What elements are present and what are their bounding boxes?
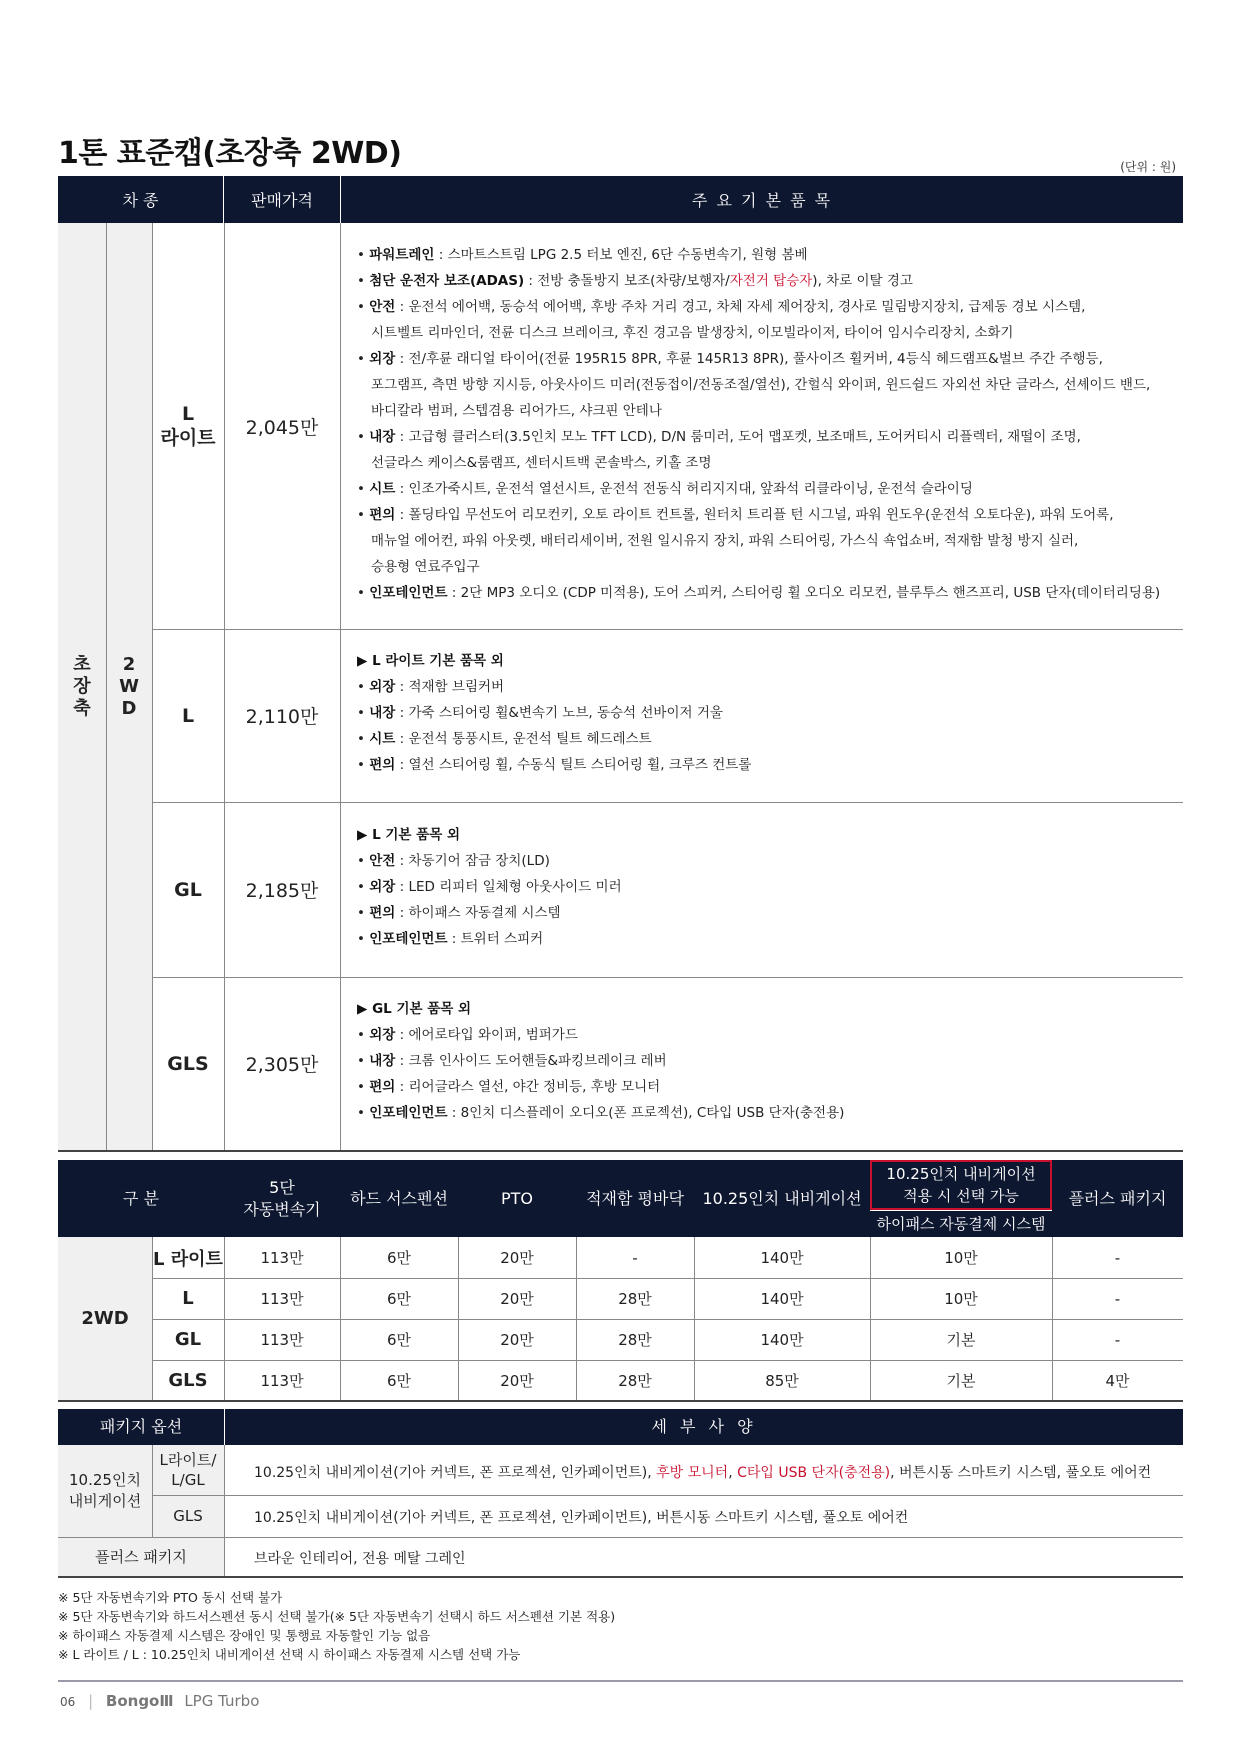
feature-item: • 인포테인먼트 : 2단 MP3 오디오 (CDP 미적용), 도어 스피커, 스티어링 휠 오디오 리모컨, 블루투스 핸즈프리, USB 단자(데이터리딩용): [357, 585, 1161, 601]
highlight-text: C타입 USB 단자(충전용): [737, 1465, 891, 1481]
feature-continuation: 매뉴얼 에어컨, 파워 아웃렛, 배터리세이버, 전원 일시유지 장치, 파워 스티어링, 가스식 쇽업쇼버, 적재함 발청 방지 실러,: [371, 533, 1079, 549]
option-header-hipass: 하이패스 자동결제 시스템: [870, 1210, 1052, 1237]
feature-item: • 내장 : 크롬 인사이드 도어핸들&파킹브레이크 레버: [357, 1053, 667, 1069]
header-price: 판매가격: [224, 176, 340, 223]
drive-label: 2 W D: [119, 653, 139, 719]
footer-rule: [58, 1680, 1183, 1682]
header-model: 차 종: [58, 176, 223, 223]
base-trim-note: ▶ GL 기본 품목 외: [357, 1001, 472, 1017]
feature-item: • 시트 : 인조가죽시트, 운전석 열선시트, 운전석 전동식 허리지지대, 앞좌석 리클라이닝, 운전석 슬라이딩: [357, 481, 973, 497]
option-row-trim: GL: [174, 1329, 202, 1350]
option-header-hard-suspension: 하드 서스펜션: [340, 1160, 458, 1237]
features-l-lite: [357, 242, 1160, 606]
group-label: 초 장 축: [73, 653, 91, 719]
divider: [58, 1150, 1183, 1152]
option-header-pto: PTO: [458, 1160, 576, 1237]
option-cell: 6만: [386, 1249, 412, 1267]
features-gl: [357, 822, 622, 952]
option-header-category: 구 분: [58, 1160, 224, 1237]
feature-item: • 안전 : 운전석 에어백, 동승석 에어백, 후방 주차 거리 경고, 차체 자세 제어장치, 경사로 밀림방지장치, 급제동 경보 시스템,: [357, 299, 1086, 315]
feature-item: • 안전 : 차동기어 잠금 장치(LD): [357, 853, 550, 869]
trim-price-gls: 2,305만: [245, 1054, 319, 1076]
note-line: ※ 하이패스 자동결제 시스템은 장애인 및 통행료 자동할인 기능 없음: [58, 1628, 431, 1643]
option-header-auto-trans: 5단 자동변속기: [224, 1160, 340, 1237]
header-features: 주 요 기 본 품 목: [341, 176, 1183, 223]
feature-continuation: 승용형 연료주입구: [371, 559, 480, 575]
option-cell: 기본: [946, 1371, 976, 1390]
option-cell: -: [1114, 1289, 1121, 1308]
package-nav-label: 10.25인치 내비게이션: [68, 1471, 142, 1510]
feature-item: • 인포테인먼트 : 8인치 디스플레이 오디오(폰 프로젝션), C타입 USB 단자(충전용): [357, 1105, 845, 1121]
trim-name-gl: GL: [174, 878, 202, 901]
note-line: ※ L 라이트 / L : 10.25인치 내비게이션 선택 시 하이패스 자동결제 시스템 선택 가능: [58, 1647, 521, 1662]
features-gls: [357, 996, 844, 1126]
divider: [870, 1210, 1052, 1211]
trim-name-l: L: [181, 704, 195, 727]
option-cell: 85만: [765, 1371, 799, 1390]
option-row-trim: L 라이트: [153, 1248, 223, 1270]
option-header-navigation: 10.25인치 내비게이션: [694, 1160, 870, 1237]
option-header-flat-floor: 적재함 평바닥: [576, 1160, 694, 1237]
divider: [58, 1400, 1183, 1402]
package-row-trim: GLS: [173, 1507, 203, 1525]
feature-item: • 파워트레인 : 스마트스트림 LPG 2.5 터보 엔진, 6단 수동변속기, 원형 봄베: [357, 247, 808, 263]
feature-item: • 첨단 운전자 보조(ADAS) : 전방 충돌방지 보조(차량/보행자/자전거 탑승자), 차로 이탈 경고: [357, 273, 913, 289]
option-cell: 20만: [500, 1371, 534, 1390]
option-cell: 20만: [500, 1249, 534, 1267]
option-cell: -: [632, 1248, 638, 1267]
option-cell: -: [1114, 1330, 1121, 1349]
divider: [340, 223, 341, 1150]
divider: [152, 1445, 153, 1537]
option-cell: 140만: [760, 1331, 804, 1349]
feature-continuation: 선글라스 케이스&룸램프, 센터시트백 콘솔박스, 키홀 조명: [371, 455, 712, 471]
feature-item: • 내장 : 가죽 스티어링 휠&변속기 노브, 동승석 선바이저 거울: [357, 705, 723, 721]
package-detail-nav-gls: 10.25인치 내비게이션(기아 커넥트, 폰 프로젝션, 인카페이먼트), 버튼시동 스마트키 시스템, 풀오토 에어컨: [254, 1510, 909, 1526]
option-cell: 140만: [760, 1290, 804, 1308]
trim-price-l-lite: 2,045만: [245, 416, 319, 439]
page-number: 06: [60, 1695, 76, 1709]
trim-name-l-lite: L 라이트: [160, 403, 216, 449]
highlight-text: 자전거 탑승자: [729, 273, 813, 289]
feature-item: • 시트 : 운전석 통풍시트, 운전석 틸트 헤드레스트: [357, 731, 652, 747]
option-row-trim: L: [182, 1288, 194, 1309]
model-name: LPG Turbo: [184, 1692, 260, 1710]
option-header-plus-package: 플러스 패키지: [1052, 1160, 1183, 1237]
divider: [58, 1576, 1183, 1578]
feature-item: • 편의 : 폴딩타입 무선도어 리모컨키, 오토 라이트 컨트롤, 원터치 트리플 턴 시그널, 파워 윈도우(운전석 오토다운), 파워 도어록,: [357, 507, 1114, 523]
highlight-text: 후방 모니터: [656, 1465, 729, 1481]
highlight-box: [870, 1160, 1052, 1210]
trim-price-l: 2,110만: [245, 706, 319, 728]
option-cell: 10만: [944, 1290, 978, 1308]
option-cell: -: [1114, 1248, 1121, 1267]
feature-continuation: 바디칼라 범퍼, 스텝겸용 리어가드, 샤크핀 안테나: [371, 403, 662, 419]
option-cell: 10만: [944, 1249, 978, 1267]
feature-item: • 외장 : 에어로타입 와이퍼, 범퍼가드: [357, 1027, 578, 1043]
option-cell: 113만: [260, 1249, 304, 1267]
note-line: ※ 5단 자동변속기와 하드서스펜션 동시 선택 불가(※ 5단 자동변속기 선택시 하드 서스펜션 기본 적용): [58, 1609, 616, 1624]
option-cell: 6만: [386, 1290, 412, 1308]
option-cell: 113만: [260, 1290, 304, 1308]
package-plus-label: 플러스 패키지: [95, 1548, 187, 1566]
option-cell: 4만: [1105, 1371, 1130, 1390]
package-header-option: 패키지 옵션: [58, 1409, 224, 1445]
page-title: 1톤 표준캡(초장축 2WD): [58, 136, 402, 171]
trim-price-gl: 2,185만: [245, 880, 319, 902]
features-l: [357, 648, 751, 778]
feature-item: • 편의 : 리어글라스 열선, 야간 정비등, 후방 모니터: [357, 1079, 661, 1095]
option-cell: 28만: [618, 1331, 652, 1349]
feature-continuation: 시트벨트 리마인더, 전륜 디스크 브레이크, 후진 경고음 발생장치, 이모빌라이저, 타이어 임시수리장치, 소화기: [371, 325, 1014, 341]
option-cell: 113만: [260, 1371, 304, 1390]
feature-item: • 외장 : 적재함 브림커버: [357, 679, 505, 695]
option-header-nav-selectable: 10.25인치 내비게이션 적용 시 선택 가능: [870, 1160, 1052, 1210]
package-row-trim: L라이트/ L/GL: [159, 1451, 217, 1489]
divider: [152, 1495, 1183, 1496]
divider: [106, 223, 107, 1150]
divider: [58, 1537, 1183, 1538]
option-cell: 113만: [260, 1331, 304, 1349]
option-row-trim: GLS: [168, 1369, 208, 1391]
option-cell: 20만: [500, 1290, 534, 1308]
note-line: ※ 5단 자동변속기와 PTO 동시 선택 불가: [58, 1590, 283, 1605]
unit-label: (단위 : 원): [1120, 160, 1176, 174]
feature-item: • 인포테인먼트 : 트위터 스피커: [357, 931, 544, 947]
option-cell: 6만: [386, 1371, 412, 1390]
trim-name-gls: GLS: [167, 1052, 209, 1075]
option-cell: 28만: [618, 1290, 652, 1308]
package-detail-nav-l: 10.25인치 내비게이션(기아 커넥트, 폰 프로젝션, 인카페이먼트), 후방 모니터, C타입 USB 단자(충전용), 버튼시동 스마트키 시스템, 풀오토 에어컨: [254, 1465, 1152, 1481]
brand-name: BongoⅢ: [105, 1692, 174, 1710]
divider: [224, 1445, 225, 1576]
feature-item: • 편의 : 하이패스 자동결제 시스템: [357, 905, 561, 921]
feature-item: • 내장 : 고급형 클러스터(3.5인치 모노 TFT LCD), D/N 룸미러, 도어 맵포켓, 보조매트, 도어커티시 리플렉터, 재떨이 조명,: [357, 429, 1081, 445]
option-cell: 기본: [946, 1331, 976, 1349]
package-header-detail: 세 부 사 양: [225, 1409, 1183, 1445]
option-group-label: 2WD: [81, 1308, 129, 1329]
notes: [58, 1588, 615, 1664]
base-trim-note: ▶ L 기본 품목 외: [357, 827, 460, 843]
feature-item: • 편의 : 열선 스티어링 휠, 수동식 틸트 스티어링 휠, 크루즈 컨트롤: [357, 757, 752, 773]
package-detail-plus: 브라운 인테리어, 전용 메탈 그레인: [254, 1551, 466, 1567]
option-cell: 6만: [386, 1331, 412, 1349]
feature-item: • 외장 : 전/후륜 래디얼 타이어(전륜 195R15 8PR, 후륜 145R13 8PR), 풀사이즈 휠커버, 4등식 헤드램프&벌브 주간 주행등,: [357, 351, 1103, 367]
footer: 06 | BongoⅢ LPG Turbo: [60, 1692, 260, 1710]
feature-item: • 외장 : LED 리피터 일체형 아웃사이드 미러: [357, 879, 622, 895]
feature-continuation: 포그램프, 측면 방향 지시등, 아웃사이드 미러(전동접이/전동조절/열선), 간헐식 와이퍼, 윈드쉴드 자외선 차단 글라스, 선셰이드 밴드,: [371, 377, 1151, 393]
option-cell: 28만: [618, 1371, 652, 1390]
option-cell: 140만: [760, 1249, 804, 1267]
option-cell: 20만: [500, 1331, 534, 1349]
base-trim-note: ▶ L 라이트 기본 품목 외: [357, 653, 504, 669]
